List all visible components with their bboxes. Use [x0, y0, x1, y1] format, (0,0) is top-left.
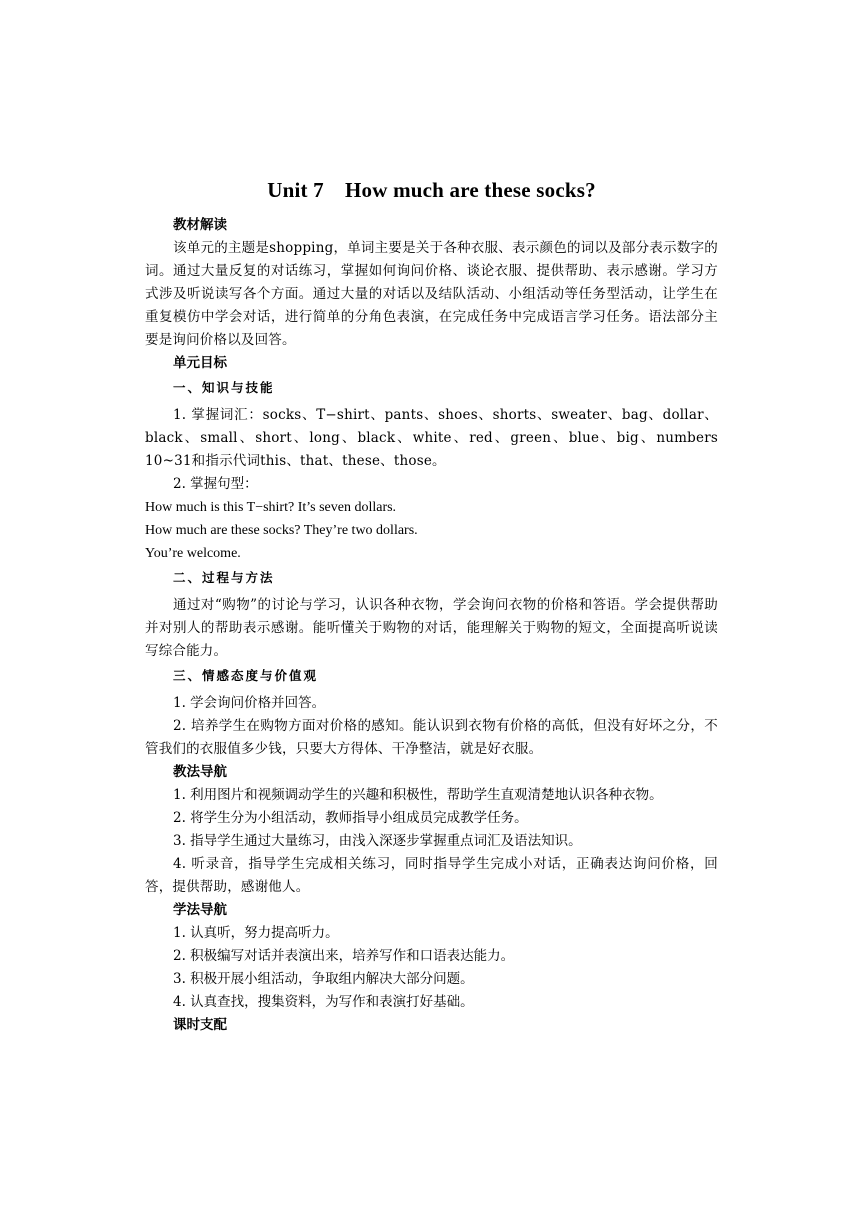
list-item: 3. 积极开展小组活动，争取组内解决大部分问题。 — [173, 971, 474, 987]
subheading-attitude-values: 三、情感态度与价值观 — [173, 668, 319, 683]
list-item: 3. 指导学生通过大量练习，由浅入深逐步掌握重点词汇及语法知识。 — [173, 833, 582, 849]
list-item: 2. 将学生分为小组活动，教师指导小组成员完成教学任务。 — [173, 810, 528, 826]
page-title: Unit 7 How much are these socks? — [267, 178, 596, 202]
list-item: 1. 利用图片和视频调动学生的兴趣和积极性，帮助学生直观清楚地认识各种衣物。 — [173, 787, 663, 803]
section-heading-teaching: 教法导航 — [173, 764, 227, 780]
list-item: 4. 听录音，指导学生完成相关练习，同时指导学生完成小对话，正确表达询问价格，回答，提供帮助，感谢他人。 — [145, 856, 718, 895]
goal-item: 1. 学会询问价格并回答。 — [173, 695, 326, 711]
section-heading-schedule: 课时支配 — [173, 1017, 227, 1033]
section-heading-textbook: 教材解读 — [173, 217, 227, 233]
section-heading-learning: 学法导航 — [173, 902, 227, 918]
list-item: 1. 认真听，努力提高听力。 — [173, 925, 339, 941]
subheading-process-methods: 二、过程与方法 — [173, 570, 275, 585]
document-body — [145, 174, 718, 1037]
list-item: 4. 认真查找，搜集资料，为写作和表演打好基础。 — [173, 994, 474, 1010]
sentence-pattern: How much are these socks? They’re two dollars. — [145, 523, 418, 538]
list-item: 2. 积极编写对话并表演出来，培养写作和口语表达能力。 — [173, 948, 515, 964]
subheading-knowledge-skills: 一、知识与技能 — [173, 380, 275, 395]
sentence-pattern: How much is this T−shirt? It’s seven dollars. — [145, 500, 397, 515]
section-heading-goals: 单元目标 — [173, 355, 227, 371]
goal-item-vocabulary: 1. 掌握词汇：socks、T−shirt、pants、shoes、shorts、sweater、bag、dollar、black、small、short、long、black、white、red、green、blue、big、numbers 10~31和指示代词this、that、these、those。 — [145, 407, 718, 469]
goal-item-sentences: 2. 掌握句型： — [173, 476, 258, 492]
sentence-pattern: You’re welcome. — [145, 546, 241, 561]
process-paragraph: 通过对“购物”的讨论与学习，认识各种衣物，学会询问衣物的价格和答语。学会提供帮助并对别人的帮助表示感谢。能听懂关于购物的对话，能理解关于购物的短文，全面提高听说读写综合能力。 — [145, 597, 718, 659]
textbook-paragraph: 该单元的主题是shopping，单词主要是关于各种衣服、表示颜色的词以及部分表示数字的词。通过大量反复的对话练习，掌握如何询问价格、谈论衣服、提供帮助、表示感谢。学习方式涉及听说读写各个方面。通过大量的对话以及结队活动、小组活动等任务型活动，让学生在重复模仿中学会对话，进行简单的分角色表演，在完成任务中完成语言学习任务。语法部分主要是询问价格以及回答。 — [145, 240, 718, 348]
goal-item: 2. 培养学生在购物方面对价格的感知。能认识到衣物有价格的高低，但没有好坏之分，不管我们的衣服值多少钱，只要大方得体、干净整洁，就是好衣服。 — [145, 718, 718, 757]
